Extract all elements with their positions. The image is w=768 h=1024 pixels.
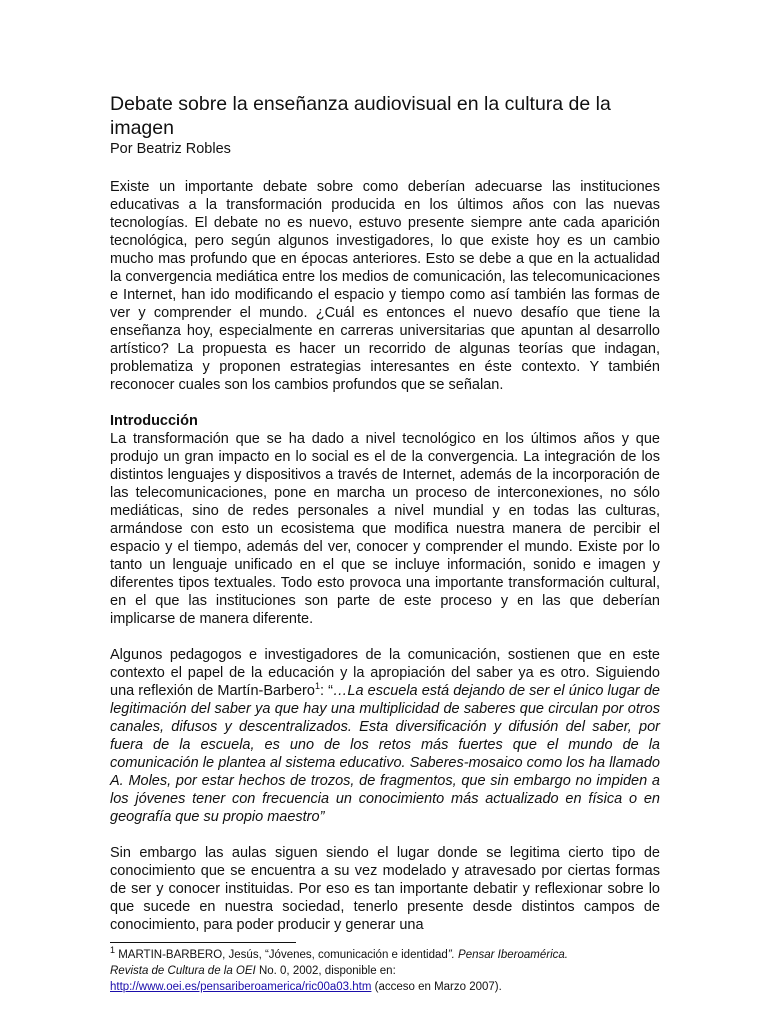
footnote-access: (acceso en Marzo 2007). — [371, 981, 502, 993]
document-body — [110, 92, 660, 952]
footnote-divider — [110, 942, 296, 943]
footnote-issue: No. 0, 2002, disponible en: — [255, 965, 396, 977]
footnote-link[interactable]: http://www.oei.es/pensariberoamerica/ric00a03.htm — [110, 981, 372, 993]
section-paragraph-3: Sin embargo las aulas siguen siendo el lugar donde se legitima cierto tipo de conocimiento que se encuentra a su vez modelado y atravesado por ciertas formas de ser y conocer instituidas. Por eso es tan importante debatir y reflexionar sobre lo que sucede en nuestra sociedad, tenerlo presente desde distintos campos de conocimiento, para poder producir y generar una — [110, 845, 660, 933]
footnote-number: 1 — [110, 945, 116, 956]
author-line: Por Beatriz Robles — [110, 141, 231, 157]
paragraph-2-lead: Algunos pedagogos e investigadores de la comunicación, sostienen que en este contexto el papel de la educación y la apropiación del saber ya es otro. Siguiendo una reflexión de Martín-Barbero — [110, 647, 660, 699]
footnote-journal-name: Revista de Cultura de la OEI — [110, 965, 256, 977]
footnote-journal-lead: ”. Pensar Iberoamérica. — [447, 949, 568, 961]
quote-open: : “ — [319, 683, 333, 699]
footnote-reference[interactable]: 1 — [314, 681, 320, 692]
document-title: Debate sobre la enseñanza audiovisual en la cultura de la imagen — [110, 93, 611, 139]
intro-paragraph: Existe un importante debate sobre como deberían adecuarse las instituciones educativas a la transformación producida en los últimos años con las nuevas tecnologías. El debate no es nuevo, estuvo presente siempre ante cada aparición tecnológica, pero según algunos investigadores, lo que existe hoy es un cambio mucho mas profundo que en épocas anteriores. Esto se debe a que en la actualidad la convergencia mediática entre los medios de comunicación, las telecomunicaciones e Internet, han ido modificando el espacio y tiempo como así también las formas de ver y comprender el mundo. ¿Cuál es entonces el nuevo desafío que tiene la enseñanza hoy, especialmente en carreras universitarias que apuntan al desarrollo artístico? La propuesta es hacer un recorrido de algunas teorías que indagan, problematiza y proponen estrategias interesantes en éste contexto. Y también reconocer cuales son los cambios profundos que se señalan. — [110, 179, 660, 393]
section-heading: Introducción — [110, 413, 198, 429]
section-paragraph-1: La transformación que se ha dado a nivel tecnológico en los últimos años y que produjo un gran impacto en lo social es el de la convergencia. La integración de los distintos lenguajes y dispositivos a través de Internet, además de la incorporación de las telecomunicaciones, pone en marcha un proceso de interconexiones, no sólo mediáticas, sino de redes personales a nivel mundial y en todas las culturas, armándose con esto un ecosistema que modifica nuestra manera de percibir el espacio y el tiempo, además del ver, conocer y comprender el mundo. Existe por lo tanto un lenguaje unificado en el que se incluye información, sonido e imagen y diferentes tipos textuales. Todo esto provoca una importante transformación cultural, en el que las instituciones son parte de este proceso y en las que deberían implicarse de manera diferente. — [110, 431, 660, 627]
footnote — [110, 947, 670, 995]
footnote-author: MARTIN-BARBERO, Jesús, “Jóvenes, comunicación e identidad — [115, 949, 448, 961]
martin-barbero-quote: …La escuela está dejando de ser el único lugar de legitimación del saber ya que hay una multiplicidad de saberes que circulan por otros canales, difusos y descentralizados. Esta diversificación y difusión del saber, por fuera de la escuela, es uno de los retos más fuertes que el mundo de la comunicación le plantea al sistema educativo. Saberes-mosaico como los ha llamado A. Moles, por estar hechos de trozos, de fragmentos, que sin embargo no impiden a los jóvenes tener con frecuencia un conocimiento más actualizado en física o en geografía que su propio maestro” — [110, 683, 660, 825]
section-paragraph-2 — [110, 646, 660, 826]
